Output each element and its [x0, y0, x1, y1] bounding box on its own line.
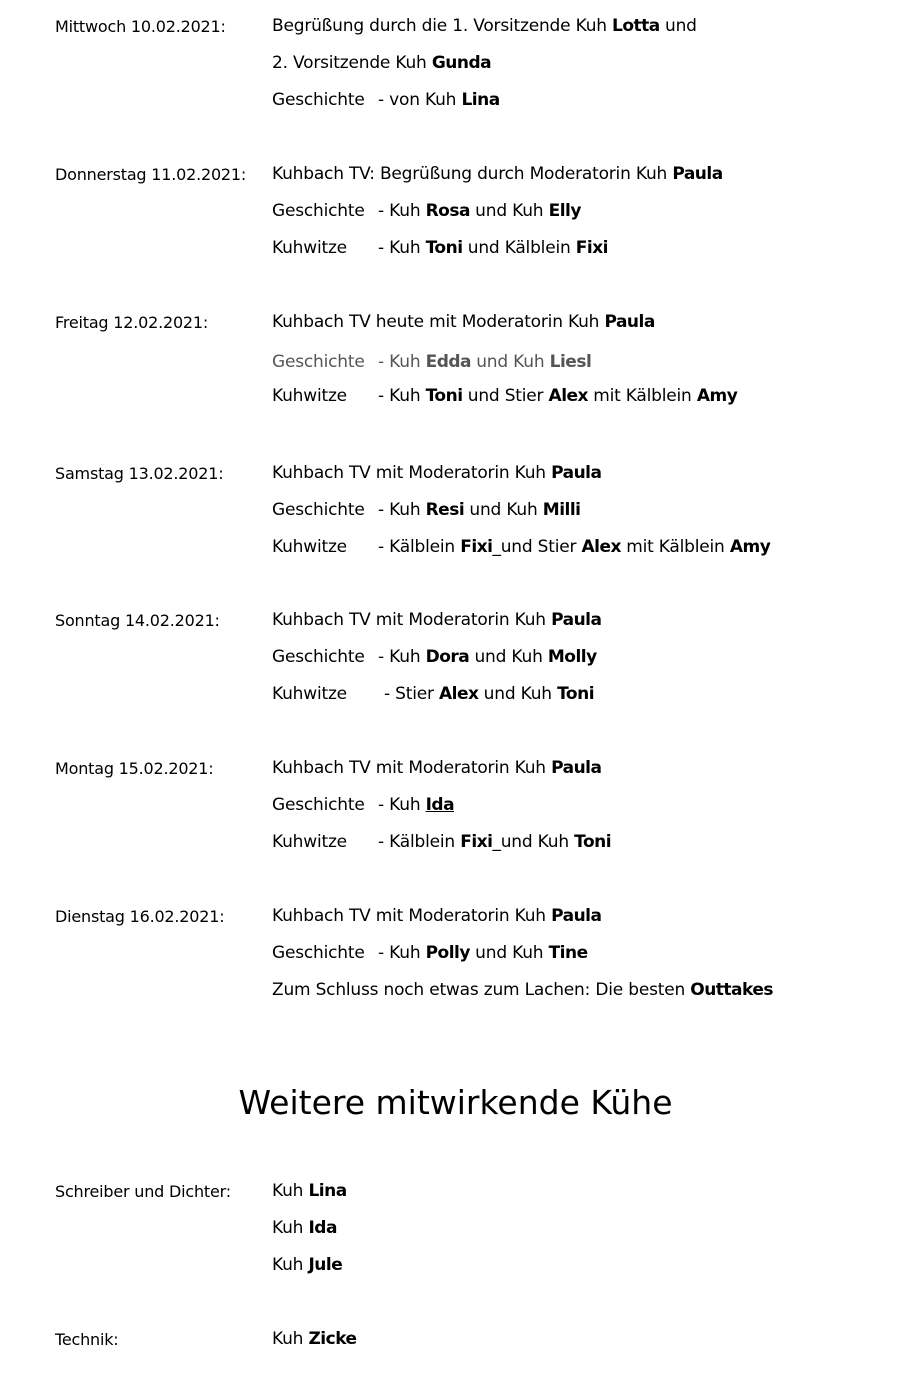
cow-name: Fixi [575, 238, 608, 258]
cow-name: Alex [438, 684, 479, 704]
line-text: - Kuh [378, 201, 426, 221]
program-line [272, 1329, 357, 1349]
day-label: Mittwoch 10.02.2021: [55, 17, 226, 36]
line-text: Kuhbach TV mit Moderatorin Kuh [272, 906, 552, 926]
line-text: - Kuh [378, 386, 426, 406]
cow-name: Liesl [549, 352, 592, 372]
line-text: - von Kuh [378, 90, 462, 110]
line-text: und Kuh [464, 500, 543, 520]
line-text: - Kälblein [378, 832, 461, 852]
program-line [272, 386, 737, 406]
line-text: _und Kuh [492, 832, 575, 852]
line-text: Kuhbach TV mit Moderatorin Kuh [272, 610, 552, 630]
segment-label: Geschichte [272, 90, 365, 110]
cow-name: Ida [425, 795, 455, 815]
line-text: Kuh [272, 1255, 309, 1275]
program-line [272, 537, 770, 557]
program-line [272, 1255, 342, 1275]
cow-name: Polly [425, 943, 470, 963]
program-line [272, 500, 581, 520]
program-line [272, 647, 597, 667]
program-line [272, 53, 491, 73]
cow-name: Toni [425, 386, 463, 406]
line-text: Kuhbach TV mit Moderatorin Kuh [272, 758, 552, 778]
program-line [272, 610, 601, 630]
program-line [272, 1181, 347, 1201]
segment-label: Geschichte [272, 647, 365, 667]
line-text: Kuhbach TV: Begrüßung durch Moderatorin Kuh [272, 164, 673, 184]
program-line [272, 16, 697, 36]
cow-name: Jule [308, 1255, 343, 1275]
line-text: mit Kälblein [588, 386, 697, 406]
line-text: 2. Vorsitzende Kuh [272, 53, 432, 73]
program-line [272, 943, 588, 963]
cow-name: Tine [548, 943, 588, 963]
line-text: Kuhbach TV mit Moderatorin Kuh [272, 463, 552, 483]
cow-name: Gunda [431, 53, 492, 73]
program-line [272, 90, 500, 110]
day-label: Samstag 13.02.2021: [55, 464, 224, 483]
line-text: Kuh [272, 1181, 309, 1201]
program-line [272, 164, 723, 184]
line-text: und [659, 16, 697, 36]
line-text: - Kuh [378, 647, 426, 667]
day-label: Dienstag 16.02.2021: [55, 907, 225, 926]
segment-label: Geschichte [272, 500, 365, 520]
line-text: und Kuh [469, 943, 549, 963]
segment-label: Kuhwitze [272, 238, 347, 258]
line-text: - Kuh [378, 352, 426, 372]
cow-name: Paula [551, 610, 602, 630]
line-text: und Kuh [471, 352, 550, 372]
segment-label: Kuhwitze [272, 537, 347, 557]
program-line [272, 832, 611, 852]
cow-name: Rosa [425, 201, 470, 221]
day-label: Montag 15.02.2021: [55, 759, 214, 778]
program-line [272, 684, 594, 704]
cow-name: Paula [551, 906, 602, 926]
day-label: Sonntag 14.02.2021: [55, 611, 220, 630]
cow-name: Paula [551, 758, 602, 778]
day-label: Donnerstag 11.02.2021: [55, 165, 247, 184]
cow-name: Dora [425, 647, 470, 667]
segment-label: Kuhwitze [272, 386, 347, 406]
cow-name: Ida [308, 1218, 337, 1238]
line-text: - Kuh [378, 795, 426, 815]
segment-label: Geschichte [272, 352, 365, 372]
cow-name: Lotta [612, 16, 660, 36]
line-text: _und Stier [492, 537, 582, 557]
program-line [272, 906, 601, 926]
program-line [272, 758, 601, 778]
program-line [272, 238, 608, 258]
line-text: und Kälblein [462, 238, 576, 258]
cow-name: Lina [461, 90, 500, 110]
cow-name: Milli [542, 500, 581, 520]
segment-label: Kuhwitze [272, 832, 347, 852]
line-text: und Stier [462, 386, 549, 406]
cow-name: Lina [308, 1181, 347, 1201]
segment-label: Kuhwitze [272, 684, 347, 704]
program-line [272, 201, 581, 221]
program-line [272, 463, 601, 483]
cow-name: Fixi [460, 537, 493, 557]
segment-label: Geschichte [272, 943, 365, 963]
cow-name: Outtakes [690, 980, 774, 1000]
cow-name: Alex [548, 386, 589, 406]
cow-name: Amy [696, 386, 738, 406]
line-text: - Kuh [378, 943, 426, 963]
cow-name: Alex [581, 537, 621, 557]
cow-name: Fixi [460, 832, 493, 852]
cow-name: Zicke [308, 1329, 357, 1349]
line-text: Kuh [272, 1329, 309, 1349]
line-text: Kuhbach TV heute mit Moderatorin Kuh [272, 312, 605, 332]
program-line [272, 795, 454, 815]
line-text: und Kuh [478, 684, 558, 704]
cow-name: Paula [672, 164, 723, 184]
cow-name: Elly [548, 201, 581, 221]
program-line [272, 352, 591, 372]
program-line [272, 1218, 337, 1238]
line-text: - Kälblein [378, 537, 461, 557]
program-line [272, 312, 655, 332]
line-text: Begrüßung durch die 1. Vorsitzende Kuh [272, 16, 613, 36]
segment-label: Geschichte [272, 795, 365, 815]
section-title: Weitere mitwirkende Kühe [238, 1083, 673, 1122]
role-label: Schreiber und Dichter: [55, 1182, 231, 1201]
line-text: - Kuh [378, 500, 426, 520]
role-label: Technik: [55, 1330, 119, 1349]
cow-name: Paula [551, 463, 602, 483]
cow-name: Amy [729, 537, 771, 557]
line-text: und Kuh [469, 647, 548, 667]
line-text: mit Kälblein [621, 537, 730, 557]
line-text: - Stier [384, 684, 439, 704]
segment-label: Geschichte [272, 201, 365, 221]
cow-name: Molly [547, 647, 597, 667]
cow-name: Toni [574, 832, 612, 852]
day-label: Freitag 12.02.2021: [55, 313, 209, 332]
line-text: Zum Schluss noch etwas zum Lachen: Die besten [272, 980, 691, 1000]
cow-name: Toni [425, 238, 463, 258]
cow-name: Paula [604, 312, 655, 332]
program-line [272, 980, 773, 1000]
line-text: - Kuh [378, 238, 426, 258]
cow-name: Resi [425, 500, 465, 520]
line-text: und Kuh [469, 201, 549, 221]
line-text: Kuh [272, 1218, 309, 1238]
cow-name: Edda [425, 352, 472, 372]
cow-name: Toni [557, 684, 595, 704]
